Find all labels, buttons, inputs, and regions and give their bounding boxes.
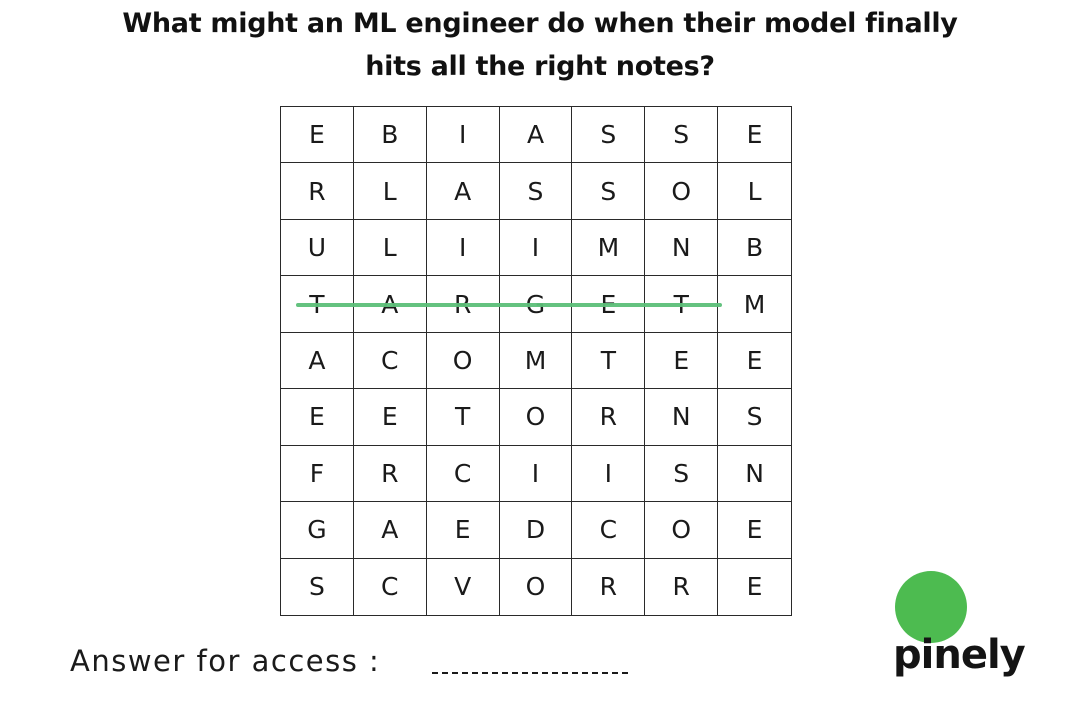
grid-cell[interactable]: A	[500, 107, 573, 163]
grid-cell[interactable]: E	[354, 389, 427, 445]
grid-cell[interactable]: N	[718, 446, 791, 502]
grid-cell[interactable]: V	[427, 559, 500, 615]
grid-cell[interactable]: S	[500, 163, 573, 219]
grid-cell[interactable]: S	[281, 559, 354, 615]
grid-cell[interactable]: C	[427, 446, 500, 502]
grid-cell[interactable]: C	[572, 502, 645, 558]
grid-cell[interactable]: E	[718, 333, 791, 389]
grid-cell[interactable]: L	[718, 163, 791, 219]
grid-cell[interactable]: C	[354, 559, 427, 615]
grid-cell[interactable]: N	[645, 389, 718, 445]
grid-cell[interactable]: L	[354, 163, 427, 219]
grid-cell[interactable]: O	[500, 389, 573, 445]
puzzle-question	[0, 2, 1080, 88]
answer-label: Answer for access :	[70, 644, 381, 678]
grid-cell[interactable]: R	[645, 559, 718, 615]
grid-cell[interactable]: E	[746, 572, 763, 602]
grid-cell[interactable]: T	[572, 333, 645, 389]
word-search-grid	[280, 106, 792, 616]
grid-cell[interactable]: A	[427, 163, 500, 219]
answer-blank-field[interactable]	[432, 672, 628, 674]
question-line-2: hits all the right notes?	[365, 51, 715, 82]
grid-cell[interactable]: F	[281, 446, 354, 502]
question-line-1: What might an ML engineer do when their model finally	[122, 8, 958, 39]
grid-cell[interactable]: O	[500, 559, 573, 615]
grid-cell[interactable]: T	[427, 389, 500, 445]
grid-cell[interactable]: U	[281, 220, 354, 276]
grid-cell[interactable]: I	[500, 446, 573, 502]
grid-cell[interactable]: L	[354, 220, 427, 276]
grid-cell[interactable]: A	[281, 333, 354, 389]
grid-cell[interactable]: B	[354, 107, 427, 163]
grid-cell[interactable]: O	[427, 333, 500, 389]
grid-cell[interactable]: R	[281, 163, 354, 219]
grid-cell[interactable]: B	[718, 220, 791, 276]
grid-cell[interactable]: I	[427, 220, 500, 276]
pinely-logo-text: pinely	[893, 632, 1025, 678]
grid-cell[interactable]: R	[572, 559, 645, 615]
grid-cell[interactable]: S	[645, 107, 718, 163]
grid-cell[interactable]: O	[645, 163, 718, 219]
grid-cell[interactable]: E	[281, 107, 354, 163]
grid-cell[interactable]: S	[572, 163, 645, 219]
grid-cell[interactable]: R	[572, 389, 645, 445]
grid-cell[interactable]: G	[281, 502, 354, 558]
grid-cell[interactable]: A	[354, 502, 427, 558]
grid-cell[interactable]: C	[354, 333, 427, 389]
grid-cell[interactable]: I	[500, 220, 573, 276]
grid-cell[interactable]: E	[718, 502, 791, 558]
grid-cell[interactable]: E	[718, 107, 791, 163]
grid-cell[interactable]: M	[500, 333, 573, 389]
grid-cell[interactable]: E	[427, 502, 500, 558]
grid-cell[interactable]: S	[718, 389, 791, 445]
grid-cell[interactable]: M	[718, 276, 791, 332]
grid-cell[interactable]: S	[645, 446, 718, 502]
grid-cell[interactable]: E	[645, 333, 718, 389]
grid-cell[interactable]: I	[427, 107, 500, 163]
grid-cell[interactable]: M	[572, 220, 645, 276]
grid-cell[interactable]: S	[572, 107, 645, 163]
grid-cell[interactable]: D	[500, 502, 573, 558]
grid-cell[interactable]: I	[572, 446, 645, 502]
grid-cell[interactable]: O	[645, 502, 718, 558]
grid-cell[interactable]: E	[281, 389, 354, 445]
grid-cell[interactable]: N	[645, 220, 718, 276]
grid-cell[interactable]: R	[354, 446, 427, 502]
found-word-strike-line	[296, 303, 722, 307]
